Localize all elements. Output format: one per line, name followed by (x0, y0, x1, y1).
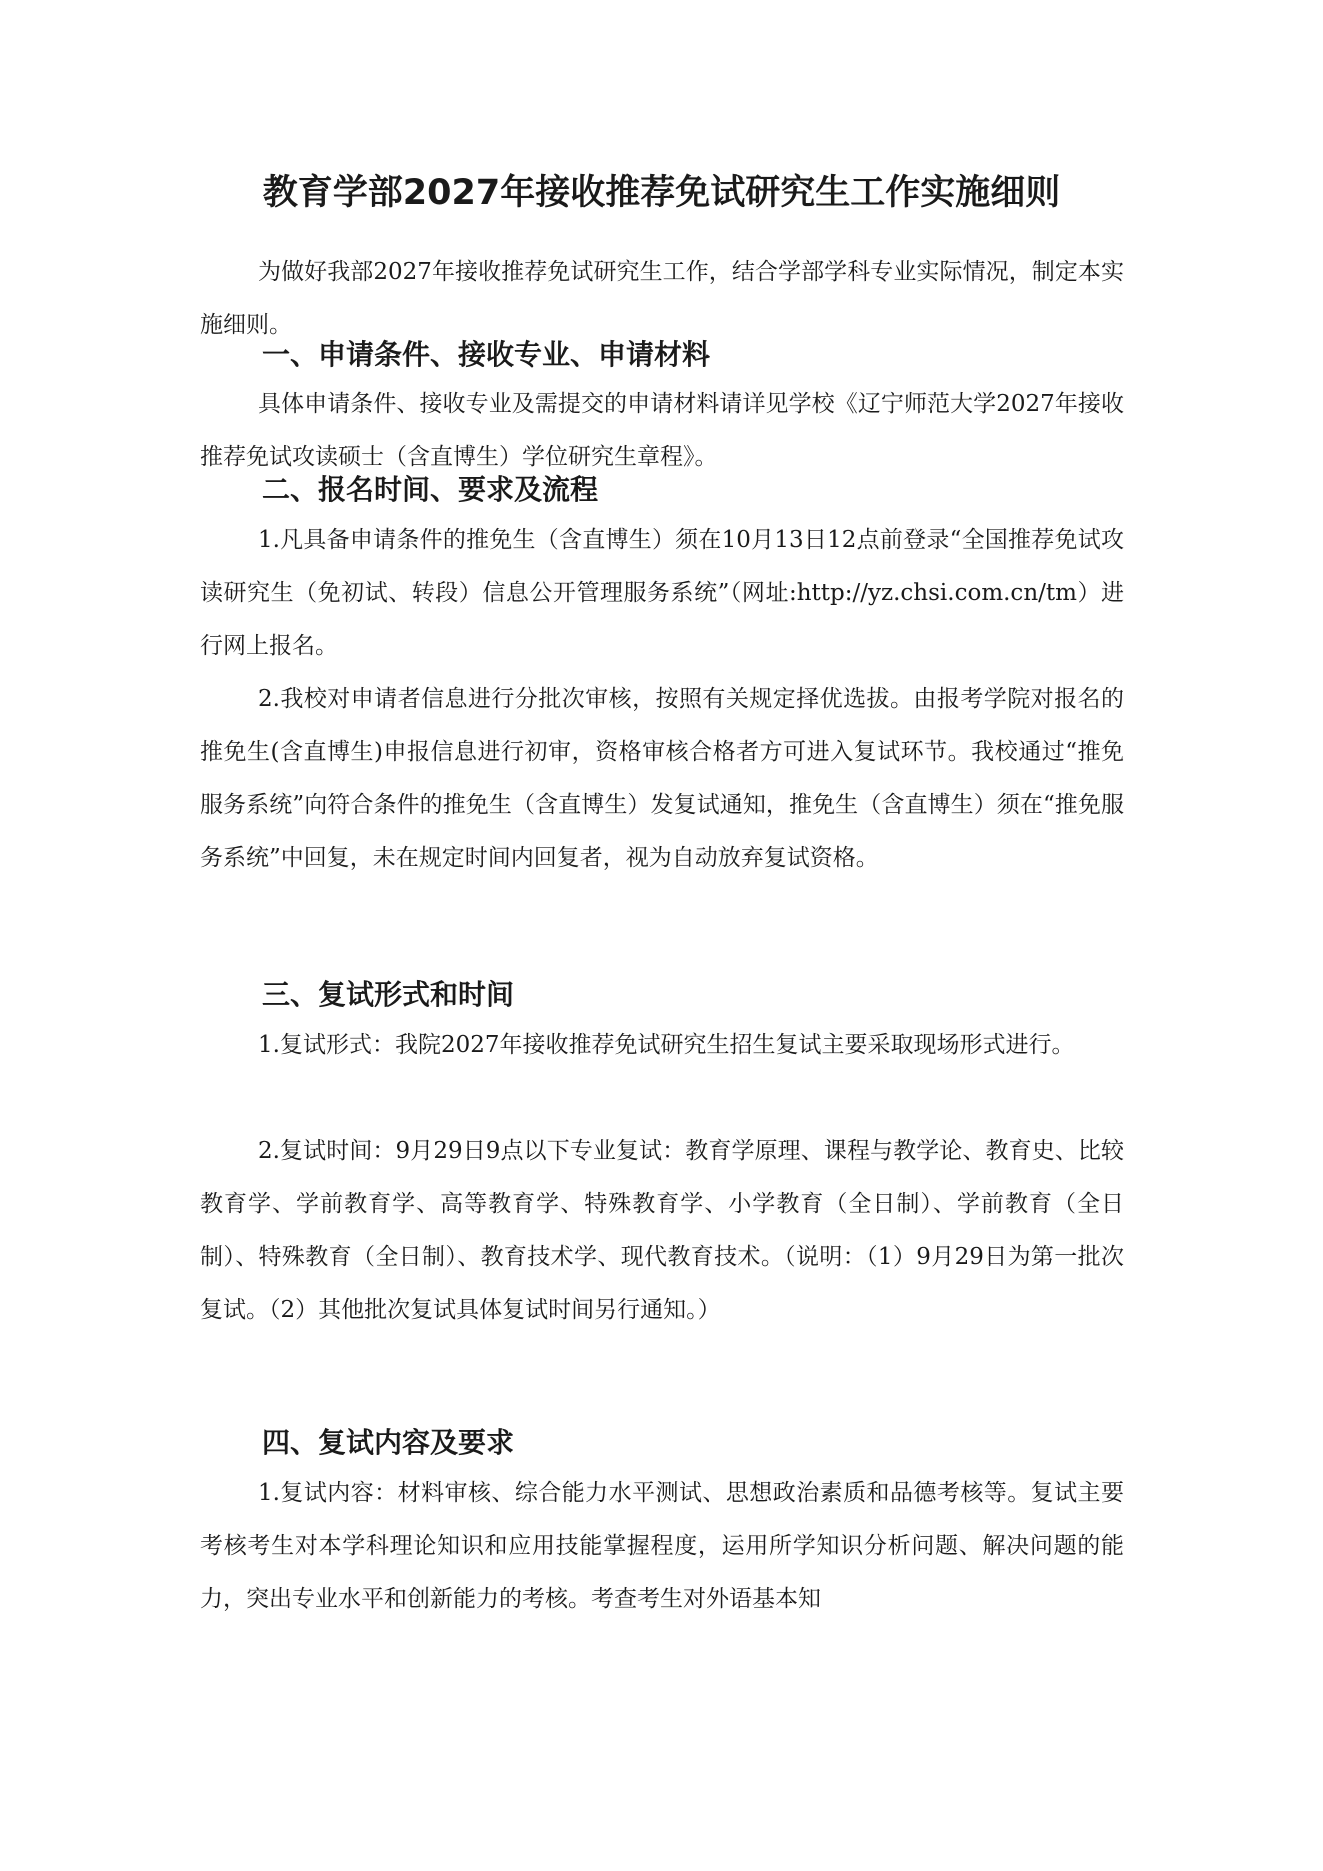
section-2-paragraph-1: 1.凡具备申请条件的推免生（含直博生）须在10月13日12点前登录“全国推荐免试攻读研究生（免初试、转段）信息公开管理服务系统”（网址:http://yz.chsi.com.cn/tm）进行网上报名。 (200, 527, 1124, 659)
section-3-paragraph-2: 2.复试时间：9月29日9点以下专业复试：教育学原理、课程与教学论、教育史、比较教育学、学前教育学、高等教育学、特殊教育学、小学教育（全日制）、学前教育（全日制）、特殊教育（全日制）、教育技术学、现代教育技术。（说明：（1）9月29日为第一批次复试。（2）其他批次复试具体复试时间另行通知。） (200, 1138, 1124, 1323)
section-2-paragraph-2: 2.我校对申请者信息进行分批次审核，按照有关规定择优选拔。由报考学院对报名的推免生(含直博生)申报信息进行初审，资格审核合格者方可进入复试环节。我校通过“推免服务系统”向符合条件的推免生（含直博生）发复试通知，推免生（含直博生）须在“推免服务系统”中回复，未在规定时间内回复者，视为自动放弃复试资格。 (200, 686, 1124, 871)
document-title: 教育学部2027年接收推荐免试研究生工作实施细则 (262, 173, 1061, 213)
section-3-heading: 三、复试形式和时间 (262, 978, 515, 1011)
intro-paragraph: 为做好我部2027年接收推荐免试研究生工作，结合学部学科专业实际情况，制定本实施细则。 (200, 259, 1124, 338)
section-2-heading: 二、报名时间、要求及流程 (262, 473, 599, 506)
section-4-heading: 四、复试内容及要求 (262, 1426, 515, 1459)
section-4-paragraph-1: 1.复试内容：材料审核、综合能力水平测试、思想政治素质和品德考核等。复试主要考核考生对本学科理论知识和应用技能掌握程度，运用所学知识分析问题、解决问题的能力，突出专业水平和创新能力的考核。考查考生对外语基本知 (200, 1480, 1124, 1612)
section-3-paragraph-1: 1.复试形式：我院2027年接收推荐免试研究生招生复试主要采取现场形式进行。 (258, 1032, 1075, 1058)
section-1-heading: 一、申请条件、接收专业、申请材料 (262, 338, 711, 371)
section-1-paragraph-1: 具体申请条件、接收专业及需提交的申请材料请详见学校《辽宁师范大学2027年接收推荐免试攻读硕士（含直博生）学位研究生章程》。 (200, 391, 1124, 470)
